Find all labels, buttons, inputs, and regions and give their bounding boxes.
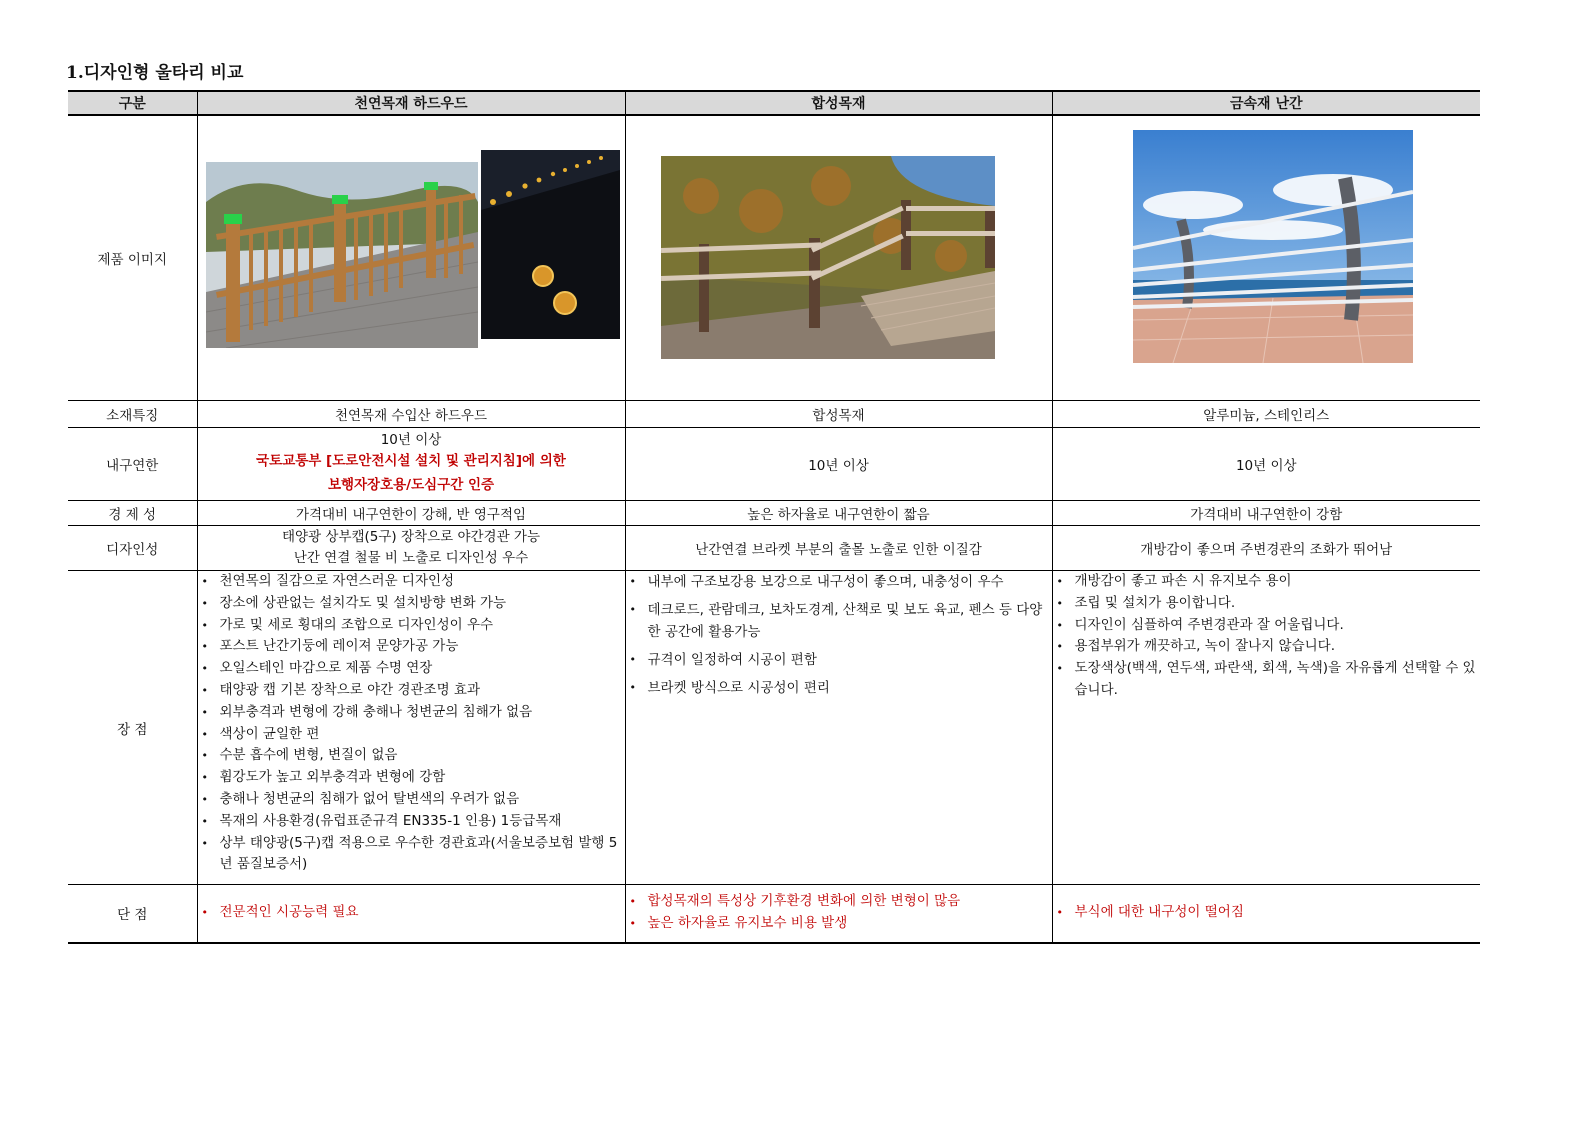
pros-metal (1052, 571, 1480, 885)
row-label-material: 소재특징 (68, 401, 197, 428)
image-row (68, 115, 1480, 401)
row-label-image: 제품 이미지 (68, 115, 197, 401)
list-item: • 가로 및 세로 횡대의 조합으로 디자인성이 우수 (202, 615, 621, 637)
list-item: • 개방감이 좋고 파손 시 유지보수 용이 (1057, 571, 1477, 593)
cons-row (68, 885, 1480, 943)
pros-hardwood (197, 571, 625, 885)
list-item: • 장소에 상관없는 설치각도 및 설치방향 변화 가능 (202, 593, 621, 615)
list-item: • 규격이 일정하여 시공이 편함 (630, 649, 1048, 671)
header-metal: 금속재 난간 (1052, 91, 1480, 115)
synthetic-image-cell (625, 115, 1052, 401)
list-item: • 디자인이 심플하여 주변경관과 잘 어울립니다. (1057, 615, 1477, 637)
hardwood-fence-photo (206, 162, 478, 348)
row-label-cons: 단 점 (68, 885, 197, 943)
solar-cap-night-photo (481, 150, 620, 339)
cons-synthetic (625, 885, 1052, 943)
cons-hardwood (197, 885, 625, 943)
list-item: • 전문적인 시공능력 필요 (202, 902, 621, 924)
design-hardwood (197, 526, 625, 571)
economy-synthetic: 높은 하자율로 내구연한이 짧음 (625, 501, 1052, 526)
list-item: • 태양광 캡 기본 장착으로 야간 경관조명 효과 (202, 680, 621, 702)
pros-hardwood-list (202, 571, 621, 876)
pros-metal-list (1057, 571, 1477, 702)
design-row (68, 526, 1480, 571)
pros-synthetic-list (630, 571, 1048, 699)
list-item: • 데크로드, 관람데크, 보차도경계, 산책로 및 보도 육교, 펜스 등 다양한 공간에 활용가능 (630, 599, 1048, 643)
cons-hardwood-list (202, 902, 621, 924)
design-synthetic: 난간연결 브라켓 부분의 출몰 노출로 인한 이질감 (625, 526, 1052, 571)
cons-synthetic-list (630, 891, 1048, 935)
design-hardwood-line1: 태양광 상부캡(5구) 장착으로 야간경관 가능 (282, 529, 540, 545)
durability-hardwood (197, 428, 625, 501)
list-item: • 부식에 대한 내구성이 떨어짐 (1057, 902, 1477, 924)
list-item: • 외부충격과 변형에 강해 충해나 청변균의 침해가 없음 (202, 702, 621, 724)
header-synthetic: 합성목재 (625, 91, 1052, 115)
list-item: • 도장색상(백색, 연두색, 파란색, 회색, 녹색)을 자유롭게 선택할 수 있습니다. (1057, 658, 1477, 702)
metal-image-cell (1052, 115, 1480, 401)
material-hardwood: 천연목재 수입산 하드우드 (197, 401, 625, 428)
durability-row (68, 428, 1480, 501)
durability-metal: 10년 이상 (1052, 428, 1480, 501)
list-item: • 높은 하자율로 유지보수 비용 발생 (630, 913, 1048, 935)
synthetic-fence-photo (661, 156, 995, 359)
economy-row (68, 501, 1480, 526)
list-item: • 휨강도가 높고 외부충격과 변형에 강함 (202, 767, 621, 789)
pros-synthetic (625, 571, 1052, 885)
cons-metal-list (1057, 902, 1477, 924)
row-label-pros: 장 점 (68, 571, 197, 885)
material-metal: 알루미늄, 스테인리스 (1052, 401, 1480, 428)
list-item: • 오일스테인 마감으로 제품 수명 연장 (202, 658, 621, 680)
hardwood-image-cell (197, 115, 625, 401)
comparison-table (68, 90, 1480, 944)
page-title: 1.디자인형 울타리 비교 (66, 63, 244, 83)
durability-hardwood-years: 10년 이상 (380, 432, 442, 448)
cons-metal (1052, 885, 1480, 943)
row-label-durability: 내구연한 (68, 428, 197, 501)
header-category: 구분 (68, 91, 197, 115)
economy-hardwood: 가격대비 내구연한이 강해, 반 영구적임 (197, 501, 625, 526)
list-item: • 충해나 청변균의 침해가 없어 탈변색의 우려가 없음 (202, 789, 621, 811)
header-row (68, 91, 1480, 115)
list-item: • 조립 및 설치가 용이합니다. (1057, 593, 1477, 615)
list-item: • 천연목의 질감으로 자연스러운 디자인성 (202, 571, 621, 593)
list-item: • 수분 흡수에 변형, 변질이 없음 (202, 745, 621, 767)
row-label-economy: 경 제 성 (68, 501, 197, 526)
list-item: • 포스트 난간기둥에 레이져 문양가공 가능 (202, 636, 621, 658)
list-item: • 용접부위가 깨끗하고, 녹이 잘나지 않습니다. (1057, 636, 1477, 658)
economy-metal: 가격대비 내구연한이 강함 (1052, 501, 1480, 526)
design-metal: 개방감이 좋으며 주변경관의 조화가 뛰어남 (1052, 526, 1480, 571)
durability-hardwood-cert-line2: 보행자장호용/도심구간 인증 (327, 477, 495, 493)
list-item: • 내부에 구조보강용 보강으로 내구성이 좋으며, 내충성이 우수 (630, 571, 1048, 593)
list-item: • 브라켓 방식으로 시공성이 편리 (630, 677, 1048, 699)
material-row (68, 401, 1480, 428)
list-item: • 색상이 균일한 편 (202, 724, 621, 746)
design-hardwood-line2: 난간 연결 철물 비 노출로 디자인성 우수 (293, 550, 529, 566)
durability-synthetic: 10년 이상 (625, 428, 1052, 501)
list-item: • 합성목재의 특성상 기후환경 변화에 의한 변형이 많음 (630, 891, 1048, 913)
pros-row (68, 571, 1480, 885)
list-item: • 상부 태양광(5구)캡 적용으로 우수한 경관효과(서울보증보험 발행 5년 품질보증서) (202, 833, 621, 877)
row-label-design: 디자인성 (68, 526, 197, 571)
header-hardwood: 천연목재 하드우드 (197, 91, 625, 115)
metal-railing-photo (1133, 130, 1413, 363)
material-synthetic: 합성목재 (625, 401, 1052, 428)
durability-hardwood-cert-line1: 국토교통부 [도로안전시설 설치 및 관리지침]에 의한 (256, 453, 566, 469)
list-item: • 목재의 사용환경(유럽표준규격 EN335-1 인용) 1등급목재 (202, 811, 621, 833)
